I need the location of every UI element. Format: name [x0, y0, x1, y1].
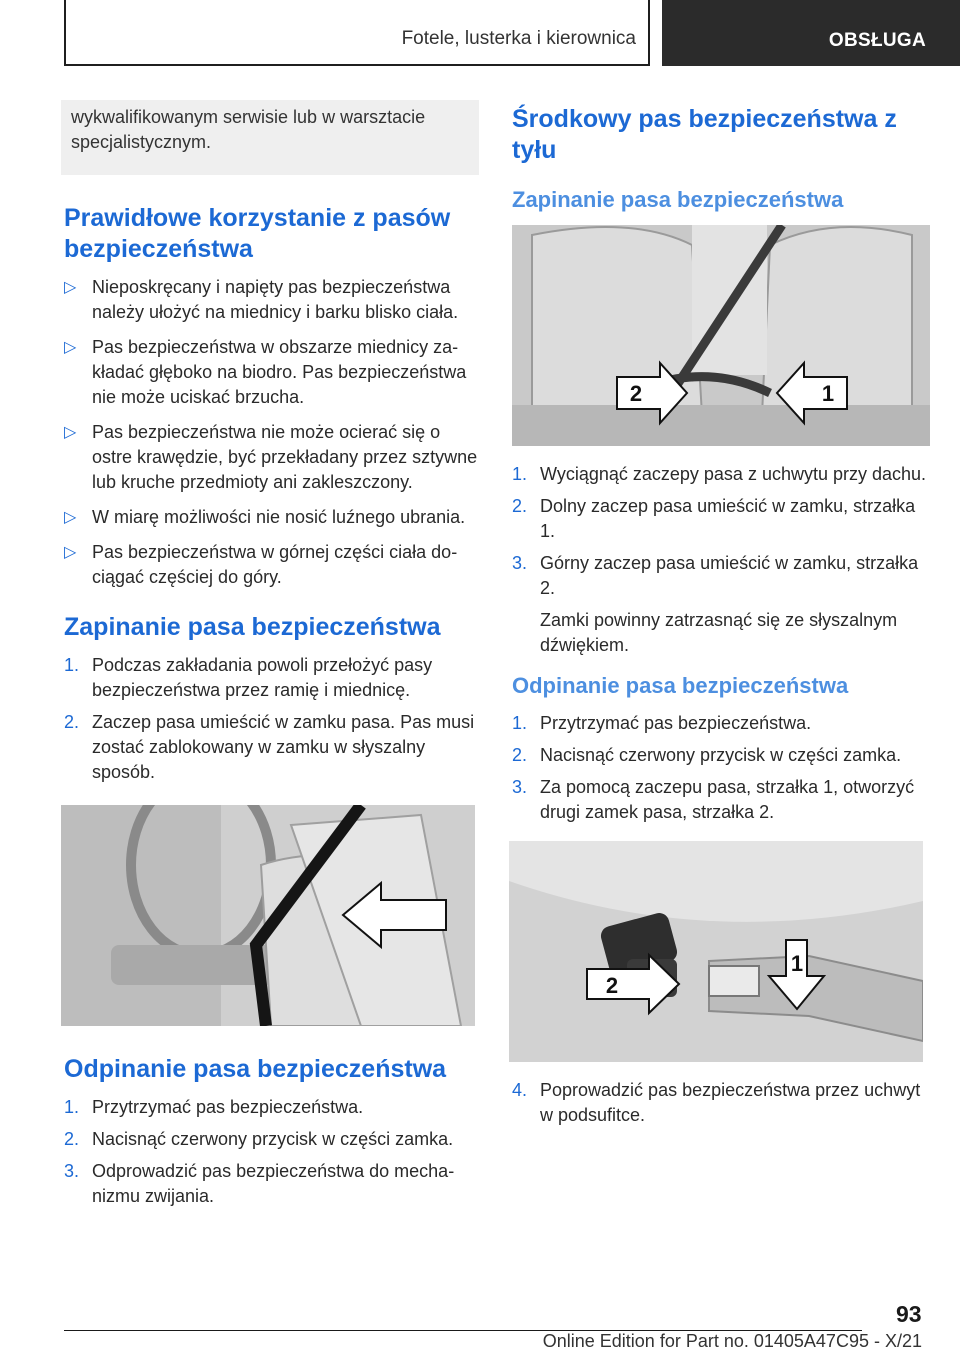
header-border-right [648, 0, 650, 66]
list-item: 1. Przytrzymać pas bezpieczeństwa. [64, 1097, 364, 1117]
section-title: Fotele, lusterka i kierownica [401, 28, 636, 49]
list-item: 1. Podczas zakładania powoli przełożyć pasy bezpieczeństwa przez ramię i miednicę. [64, 655, 433, 700]
figure-label-1: 1 [821, 381, 835, 406]
list-item: 2. Nacisnąć czerwony przycisk w części zamka. [64, 1129, 454, 1149]
heading-correct-use: Prawidłowe korzystanie z pasów bezpieczeństwa [64, 204, 451, 263]
figure-label-2: 2 [629, 381, 643, 406]
heading-fastening: Zapinanie pasa bezpieczeństwa [64, 613, 441, 641]
heading-unfastening: Odpinanie pasa bezpieczeństwa [64, 1055, 447, 1083]
list-item: 3. Odprowadzić pas bezpieczeństwa do mechanizmu zwijania. [64, 1161, 455, 1206]
list-item: 3. Za pomocą zaczepu pasa, strzałka 1, otworzyć drugi zamek pasa, strzałka 2. [512, 777, 915, 822]
triangle-bullet-icon: ▷ [64, 339, 77, 356]
steps-list [509, 462, 927, 601]
seat-belt-illustration [61, 805, 475, 1026]
list-item: ▷ Pas bezpieczeństwa w górnej części ciała dociągać częściej do góry. [64, 542, 458, 587]
header-border-bottom [64, 64, 650, 66]
steps-list [61, 1095, 479, 1209]
list-item: 2. Zaczep pasa umieścić w zamku pasa. Pas musi zostać zablokowany w zamku w słyszalny sposób. [64, 712, 475, 782]
chapter-tab[interactable] [662, 0, 960, 66]
triangle-bullet-icon: ▷ [64, 509, 77, 526]
figure-label-1: 1 [790, 951, 804, 976]
right-column [509, 100, 927, 1135]
chapter-tab-label: OBSŁUGA [828, 30, 926, 51]
edition-text: Online Edition for Part no. 01405A47C95 - X/21 [542, 1331, 922, 1351]
seat-belt-photo [61, 805, 475, 1026]
list-item: 4. Poprowadzić pas bezpieczeństwa przez uchwyt w podsufitce. [512, 1080, 921, 1125]
list-item: ▷ Pas bezpieczeństwa w obszarze miednicy zakładać głęboko na biodro. Pas bezpieczeństwa nie może uciskać brzucha. [64, 337, 467, 407]
note-box [61, 100, 479, 175]
list-item: 1. Przytrzymać pas bezpieczeństwa. [512, 713, 812, 733]
bullet-list [61, 275, 479, 590]
rear-seat-photo [512, 225, 930, 446]
rear-seat-illustration [512, 225, 930, 446]
list-item: ▷ Pas bezpieczeństwa nie może ocierać się o ostre krawędzie, być przekładany przez sztywne lub kruche przedmioty ani zakleszczony. [64, 422, 478, 492]
list-item: ▷ W miarę możliwości nie nosić luźnego ubrania. [61, 505, 479, 530]
steps-list [509, 711, 927, 825]
heading-rear-center-belt: Środkowy pas bezpieczeństwa z tyłu [512, 105, 897, 164]
list-item: ▷ Nieposkręcany i napięty pas bezpieczeństwa należy ułożyć na miednicy i barku blisko ciała. [64, 277, 459, 322]
list-item: 2. Dolny zaczep pasa umieścić w zamku, strzałka 1. [512, 496, 916, 541]
subheading-fastening: Zapinanie pasa bezpieczeństwa [512, 187, 844, 212]
steps-list [61, 653, 479, 785]
note-text: wykwalifikowanym serwisie lub w warsztacie specjalistycznym. [71, 107, 426, 152]
subheading-unfastening: Odpinanie pasa bezpieczeństwa [512, 673, 849, 698]
buckle-photo [509, 841, 923, 1062]
triangle-bullet-icon: ▷ [64, 424, 77, 441]
buckle-illustration [509, 841, 923, 1062]
list-item: 1. Wyciągnąć zaczepy pasa z uchwytu przy dachu. [512, 464, 927, 484]
triangle-bullet-icon: ▷ [64, 279, 77, 296]
list-item: 3. Górny zaczep pasa umieścić w zamku, strzałka 2. [512, 553, 919, 598]
figure-label-2: 2 [605, 973, 619, 998]
steps-list [509, 1078, 927, 1128]
step-note: Zamki powinny zatrzasnąć się ze słyszalnym dźwiękiem. [540, 610, 898, 655]
triangle-bullet-icon: ▷ [64, 544, 77, 561]
page-number: 93 [896, 1301, 922, 1327]
left-column [61, 100, 479, 1216]
list-item: 2. Nacisnąć czerwony przycisk w części zamka. [512, 745, 902, 765]
